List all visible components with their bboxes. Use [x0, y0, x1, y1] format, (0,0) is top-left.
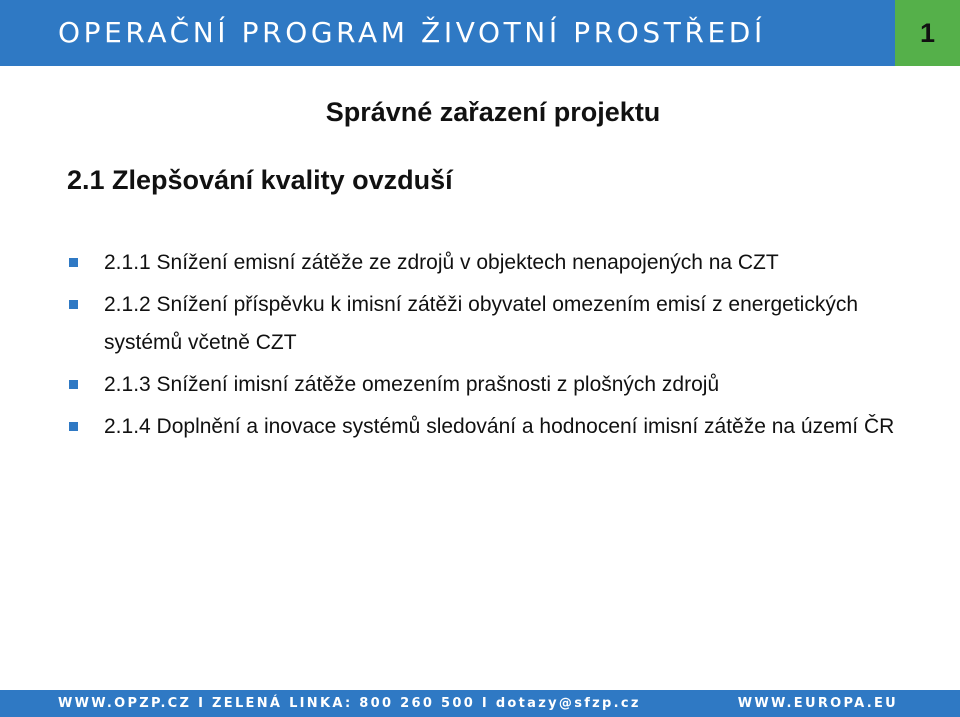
bullet-item-2-1-1 — [0, 244, 960, 282]
program-title: OPERAČNÍ PROGRAM ŽIVOTNÍ PROSTŘEDÍ — [58, 16, 766, 49]
square-bullet-icon — [69, 300, 78, 309]
square-bullet-icon — [69, 258, 78, 267]
bullet-text: 2.1.4 Doplnění a inovace systémů sledování a hodnocení imisní zátěže na území ČR — [104, 415, 895, 438]
footer-contact-text: WWW.OPZP.CZ I ZELENÁ LINKA: 800 260 500 I dotazy@sfzp.cz — [58, 696, 641, 711]
footer-bar — [0, 690, 960, 717]
square-bullet-icon — [69, 380, 78, 389]
bullet-list — [0, 244, 960, 450]
square-bullet-icon — [69, 422, 78, 431]
bullet-item-2-1-2 — [0, 286, 960, 362]
header-bar — [0, 0, 895, 66]
bullet-text: 2.1.3 Snížení imisní zátěže omezením prašnosti z plošných zdrojů — [104, 373, 720, 396]
footer-europa-link[interactable]: WWW.EUROPA.EU — [737, 696, 898, 711]
slide-title: Správné zařazení projektu — [325, 97, 661, 127]
bullet-item-2-1-3 — [0, 366, 960, 404]
bullet-text: 2.1.1 Snížení emisní zátěže ze zdrojů v objektech nenapojených na CZT — [104, 251, 779, 274]
bullet-item-2-1-4 — [0, 408, 960, 446]
bullet-text: 2.1.2 Snížení příspěvku k imisní zátěži obyvatel omezením emisí z energetických systémů včetně CZT — [104, 293, 859, 354]
section-heading: 2.1 Zlepšování kvality ovzduší — [67, 165, 453, 195]
page-number-badge: 1 — [895, 0, 960, 66]
